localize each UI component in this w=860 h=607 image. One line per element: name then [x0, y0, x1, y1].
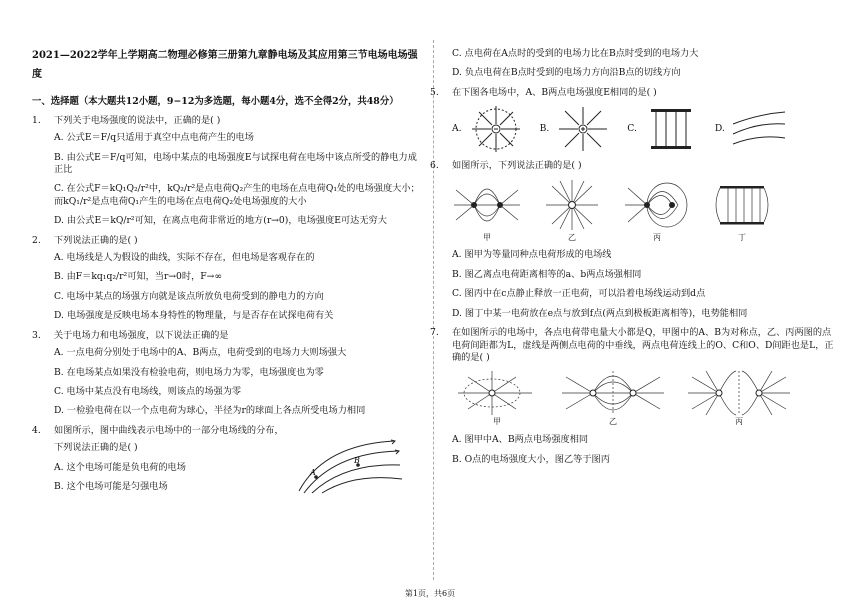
figure-jia — [452, 369, 542, 428]
option-a: A. 这个电场可能是负电荷的电场 — [54, 461, 186, 473]
figure-b — [540, 104, 614, 154]
right-column — [430, 48, 837, 473]
page-title: 2021—2022学年上学期高二物理必修第三册第九章静电场及其应用第三节电场电场强度 — [32, 50, 418, 80]
equal-like-charges-icon — [684, 369, 794, 417]
question-number: 1. — [32, 114, 41, 126]
capacitor-field-icon — [712, 178, 772, 233]
parallel-plates-icon — [641, 104, 701, 154]
q5-figures — [452, 104, 837, 154]
option-d: D. 由公式E＝kQ/r²可知，在离点电荷非常近的地方(r→0)，电场强度E可达无穷大 — [54, 215, 387, 227]
figure-caption: 乙 — [609, 417, 617, 427]
option-a: A. 图甲中A、B两点电场强度相同 — [452, 434, 589, 446]
option-b: B. 在电场某点如果没有检验电荷，则电场力为零，电场强度也为零 — [54, 366, 324, 378]
q7-figures — [452, 369, 837, 428]
option-d: D. 图丁中某一电荷放在e点与放到f点(两点到极板距离相等)，电势能相同 — [452, 307, 748, 319]
column-divider — [433, 40, 434, 580]
equal-opposite-charges-icon — [558, 369, 668, 417]
left-column — [32, 96, 424, 501]
unequal-charges-field-icon — [622, 178, 692, 233]
question-6 — [430, 160, 837, 320]
option-c: C. 在公式F＝kQ₁Q₂/r²中，kQ₂/r²是点电荷Q₂产生的电场在点电荷Q₁处的电场强度大小；而kQ₁/r²是点电荷Q₁产生的电场在点电荷Q₂处电场强度的大小 — [54, 183, 420, 207]
option-c: C. 图丙中在c点静止释放一正电荷，可以沿着电场线运动到d点 — [452, 288, 706, 300]
question-number: 3. — [32, 329, 41, 341]
figure-yi — [542, 178, 602, 244]
point-charge-field-icon — [542, 178, 602, 233]
question-stem: 在如图所示的电场中，各点电荷带电量大小都是Q，甲图中的A、B为对称点，乙、丙两图的点电荷间距都为L，虚线是两侧点电荷的中垂线，两点电荷连线上的O、C和O、D间距也是L，正确的是( ) — [452, 327, 834, 364]
question-number: 4. — [32, 424, 41, 436]
option-b: B. 由公式E＝F/q可知，电场中某点的电场强度E与试探电荷在电场中该点所受的静电力成正比 — [54, 151, 417, 175]
question-7 — [430, 327, 837, 466]
negative-charge-field-icon — [466, 104, 526, 154]
figure-caption: 甲 — [483, 232, 491, 242]
figure-label: A. — [452, 123, 462, 135]
figure-c — [627, 104, 701, 154]
figure-label: D. — [714, 123, 725, 135]
figure-yi — [558, 369, 668, 428]
option-b: B. 这个电场可能是匀强电场 — [54, 481, 168, 493]
page-footer: 第1页，共6页 — [404, 589, 456, 598]
section-heading: 一、选择题（本大题共12小题，9−12为多选题，每小题4分，选不全得2分，共48分） — [32, 96, 399, 107]
q6-figures — [452, 178, 837, 244]
field-lines-figure — [294, 435, 404, 495]
question-number: 5. — [430, 86, 439, 98]
question-number: 7. — [430, 327, 439, 339]
curved-field-lines-icon — [729, 104, 789, 154]
figure-label: B. — [539, 123, 550, 135]
option-c: C. 电场中某点没有电场线，则该点的场强为零 — [54, 386, 242, 398]
figure-caption: 甲 — [493, 417, 501, 427]
question-stem: 下列关于电场强度的说法中，正确的是( ) — [54, 114, 221, 126]
question-number: 2. — [32, 234, 41, 246]
option-d: D. 电场强度是反映电场本身特性的物理量，与是否存在试探电荷有关 — [54, 310, 334, 322]
question-stem-continued: 下列说法正确的是( ) — [54, 442, 138, 454]
figure-caption: 丁 — [738, 232, 746, 242]
point-b-label: B — [354, 455, 360, 465]
question-stem: 如图所示，下列说法正确的是( ) — [452, 160, 582, 172]
single-charge-field-icon — [452, 369, 542, 417]
figure-caption: 丙 — [735, 417, 743, 427]
option-b: B. 由F＝kq₁q₂/r²可知，当r→0时，F→∞ — [54, 271, 222, 283]
option-a: A. 公式E＝F/q只适用于真空中点电荷产生的电场 — [54, 132, 254, 144]
figure-bing — [622, 178, 692, 244]
option-d: D. 一检验电荷在以一个点电荷为球心，半径为r的球面上各点所受电场力相同 — [54, 405, 366, 417]
option-a: A. 电场线是人为假设的曲线，实际不存在，但电场是客观存在的 — [54, 252, 315, 264]
question-2 — [32, 235, 424, 323]
question-3 — [32, 330, 424, 418]
option-a: A. 一点电荷分别处于电场中的A、B两点，电荷受到的电场力大则场强大 — [54, 347, 347, 359]
q4-option-c: C. 点电荷在A点时的受到的电场力比在B点时受到的电场力大 — [452, 48, 699, 59]
question-1 — [32, 115, 424, 228]
dipole-field-icon — [452, 178, 522, 233]
option-b: B. 图乙离点电荷距离相等的a、b两点场强相同 — [452, 268, 642, 280]
option-c: C. 电场中某点的场强方向就是该点所放负电荷受到的静电力的方向 — [54, 290, 324, 302]
figure-a — [452, 104, 526, 154]
question-5 — [430, 86, 837, 154]
question-stem: 下列说法正确的是( ) — [54, 234, 138, 246]
figure-label: C. — [627, 123, 637, 135]
option-b: B. O点的电场强度大小，图乙等于图丙 — [452, 453, 610, 465]
figure-d — [715, 104, 789, 154]
figure-jia — [452, 178, 522, 244]
question-4 — [32, 425, 424, 494]
question-stem: 关于电场力和电场强度，以下说法正确的是 — [54, 329, 229, 341]
figure-bing — [684, 369, 794, 428]
question-stem: 在下图各电场中，A、B两点电场强度E相同的是( ) — [452, 86, 657, 98]
q4-option-d: D. 负点电荷在B点时受到的电场力方向沿B点的切线方向 — [452, 67, 681, 79]
figure-ding — [712, 178, 772, 244]
point-a-label: A — [310, 467, 316, 477]
question-stem: 如图所示，图中曲线表示电场中的一部分电场线的分布， — [54, 424, 284, 436]
figure-caption: 乙 — [568, 232, 576, 242]
option-a: A. 图甲为等量同种点电荷形成的电场线 — [452, 249, 612, 261]
figure-caption: 丙 — [653, 232, 661, 242]
question-number: 6. — [430, 160, 439, 172]
positive-charge-field-icon — [553, 104, 613, 154]
